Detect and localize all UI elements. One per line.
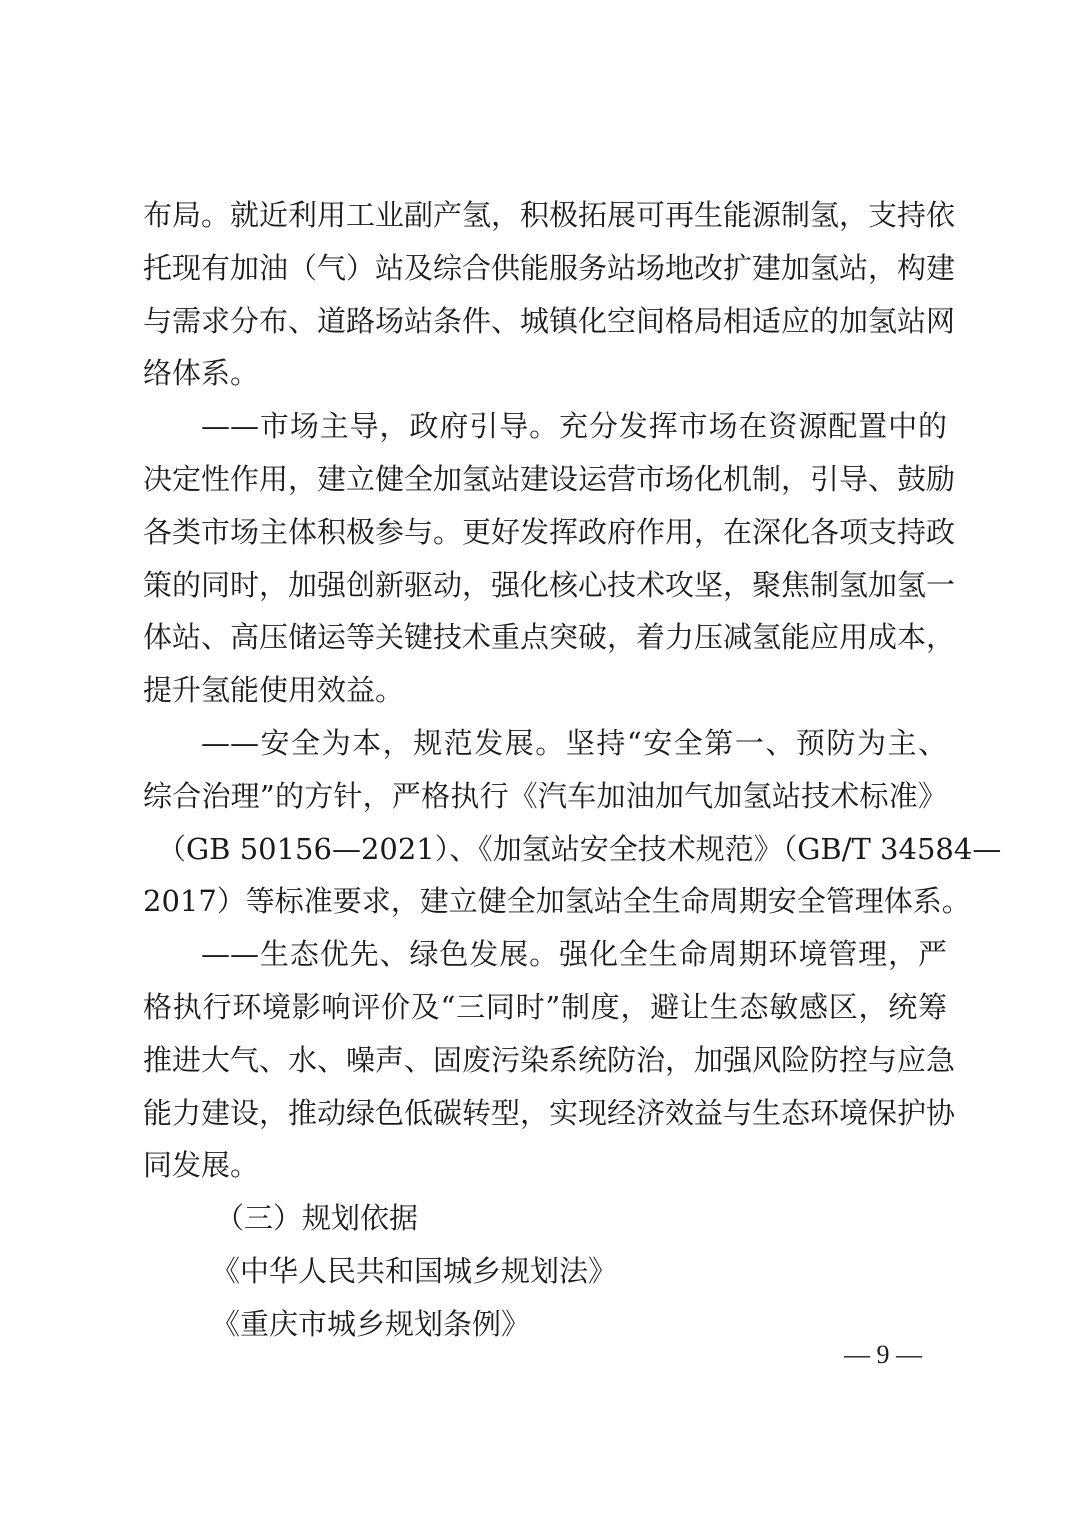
- principle-market-line: ——市场主导，政府引导。充分发挥市场在资源配置中的: [201, 409, 947, 444]
- section-heading: （三）规划依据: [215, 1201, 419, 1236]
- text-line: 2017）等标准要求，建立健全加氢站全生命周期安全管理体系。: [143, 884, 971, 919]
- reference-item: 《重庆市城乡规划条例》: [211, 1306, 531, 1341]
- text-line: 托现有加油（气）站及综合供能服务站场地改扩建加氢站，构建: [143, 250, 956, 285]
- text-line: 综合治理”的方针，严格执行《汽车加油加气加氢站技术标准》: [143, 778, 947, 813]
- text-line: 布局。就近利用工业副产氢，积极拓展可再生能源制氢，支持依: [143, 198, 956, 232]
- text-line: 络体系。: [143, 356, 260, 391]
- text-line: 提升氢能使用效益。: [143, 673, 405, 708]
- text-line: 同发展。: [143, 1148, 260, 1183]
- text-line: 体站、高压储运等关键技术重点突破，着力压减氢能应用成本，: [143, 620, 956, 655]
- text-line: （GB 50156—2021）、《加氢站安全技术规范》（GB/T 34584—: [157, 831, 1002, 866]
- body-text: [143, 189, 1002, 1351]
- reference-item: 《中华人民共和国城乡规划法》: [211, 1253, 618, 1288]
- principle-safety-line: ——安全为本，规范发展。坚持“安全第一、预防为主、: [201, 725, 947, 760]
- text-line: 策的同时，加强创新驱动，强化核心技术攻坚，聚焦制氢加氢一: [143, 567, 956, 602]
- text-line: 格执行环境影响评价及“三同时”制度，避让生态敏感区，统筹: [143, 989, 947, 1024]
- page-number: — 9 —: [844, 1340, 922, 1369]
- text-line: 能力建设，推动绿色低碳转型，实现经济效益与生态环境保护协: [143, 1095, 956, 1130]
- principle-ecology-line: ——生态优先、绿色发展。强化全生命周期环境管理，严: [201, 937, 947, 972]
- text-line: 与需求分布、道路场站条件、城镇化空间格局相适应的加氢站网: [143, 303, 956, 338]
- text-line: 推进大气、水、噪声、固废污染系统防治，加强风险防控与应急: [143, 1042, 956, 1077]
- text-line: 决定性作用，建立健全加氢站建设运营市场化机制，引导、鼓励: [143, 461, 956, 496]
- text-line: 各类市场主体积极参与。更好发挥政府作用，在深化各项支持政: [143, 514, 956, 549]
